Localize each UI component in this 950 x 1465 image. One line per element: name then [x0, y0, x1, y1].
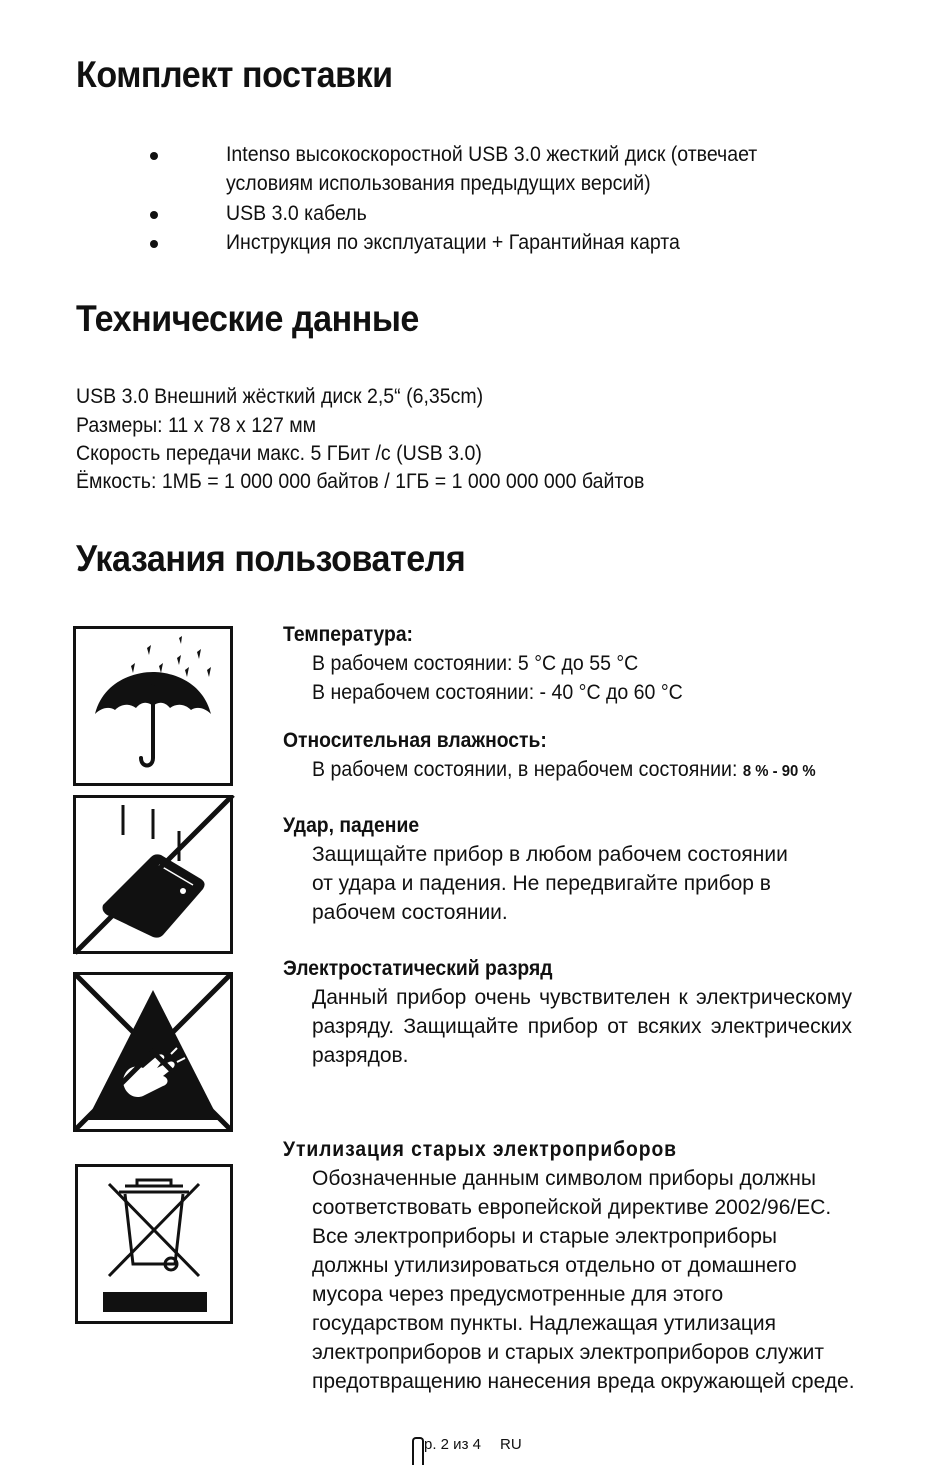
footer-page-number: р. 2 из 4 [424, 1436, 481, 1453]
delivery-item-1: Intenso высокоскоростной USB 3.0 жесткий диск (отвечает [226, 143, 758, 166]
temperature-line-2: В нерабочем состоянии: - 40 °C до 60 °C [312, 681, 683, 704]
disposal-title: Утилизация старых электроприборов [283, 1138, 677, 1161]
delivery-item-2: USB 3.0 кабель [226, 202, 367, 225]
delivery-item-3: Инструкция по эксплуатации + Гарантийная карта [226, 231, 680, 254]
umbrella-icon [73, 626, 233, 786]
bullet-dot [150, 240, 158, 248]
esd-text: Данный прибор очень чувствителен к электрическому разряду. Защищайте прибор от всяких электрических разрядов. [312, 986, 852, 1067]
footer-language: RU [500, 1436, 522, 1453]
delivery-item-1-cont: условиям использования предыдущих версий) [226, 172, 651, 195]
humidity-text: В рабочем состоянии, в нерабочем состоянии: [312, 758, 743, 781]
tech-line-2: Размеры: 11 x 78 x 127 мм [76, 414, 317, 437]
humidity-title: Относительная влажность: [283, 729, 547, 752]
temperature-line-1: В рабочем состоянии: 5 °C до 55 °C [312, 652, 639, 675]
bullet-dot [150, 152, 158, 160]
esd-title: Электростатический разряд [283, 957, 553, 980]
no-drop-icon [73, 795, 235, 955]
humidity-line [312, 755, 816, 786]
no-esd-icon [73, 972, 233, 1132]
tech-line-1: USB 3.0 Внешний жёсткий диск 2,5“ (6,35cm) [76, 385, 484, 408]
shock-title: Удар, падение [283, 814, 420, 837]
humidity-range: 8 % - 90 % [742, 763, 816, 780]
tech-line-3: Скорость передачи макс. 5 ГБит /с (USB 3.0) [76, 442, 482, 465]
crossed-bin-icon [75, 1164, 233, 1324]
bullet-dot [150, 211, 158, 219]
page-tab-icon [412, 1437, 424, 1465]
temperature-title: Температура: [283, 623, 414, 646]
tech-title: Технические данные [76, 298, 419, 339]
disposal-text: Обозначенные данным символом приборы должны соответствовать европейской директиве 2002/96/EC. Все электроприборы и старые электроприборы должны утилизироваться отдельно от домашнего мусора через предусмотренные для этого государством пункты. Надлежащая утилизация электроприборов и старых электроприборов служит предотвращению нанесения вреда окружающей среде. [312, 1167, 855, 1393]
notes-title: Указания пользователя [76, 538, 466, 579]
tech-line-4: Ёмкость: 1МБ = 1 000 000 байтов / 1ГБ = 1 000 000 000 байтов [76, 470, 645, 493]
shock-text: Защищайте прибор в любом рабочем состоянии от удара и падения. Не передвигайте прибор в рабочем состоянии. [312, 843, 788, 924]
delivery-title: Комплект поставки [76, 54, 393, 95]
